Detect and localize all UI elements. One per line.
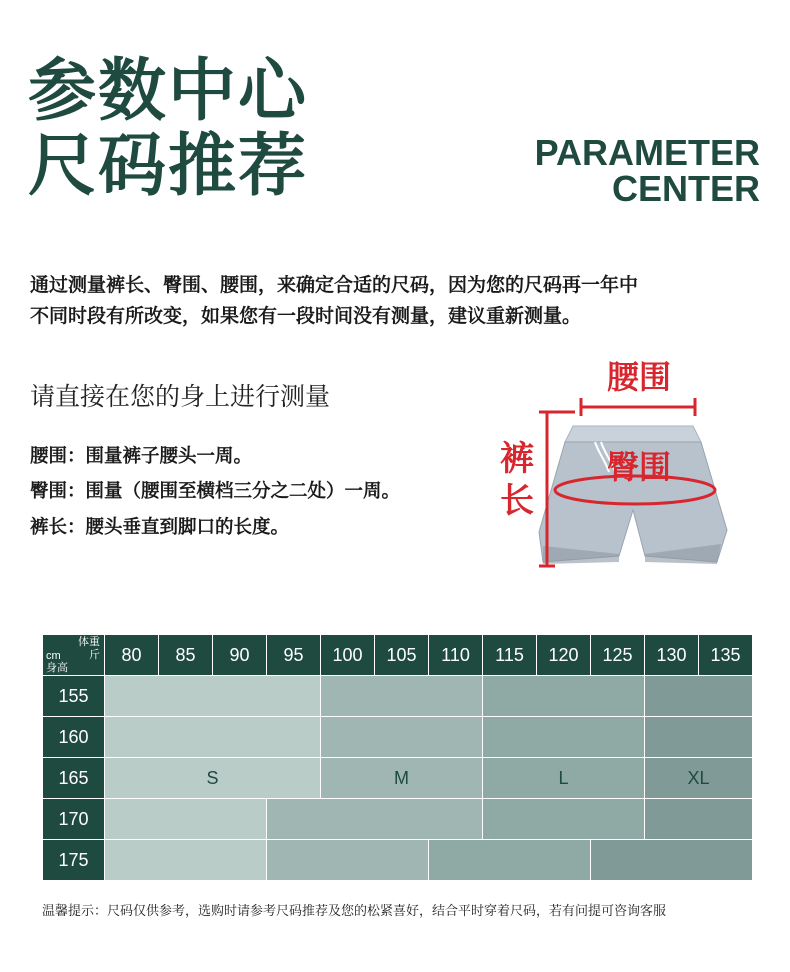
weight-unit: 斤 [89, 649, 100, 661]
size-label-l: L [483, 758, 645, 799]
weight-cell: 135 [699, 635, 753, 676]
size-cell-l [483, 676, 645, 717]
hip-label: 臀围 [606, 448, 672, 486]
size-cell-m [321, 717, 483, 758]
weight-cell: 100 [321, 635, 375, 676]
weight-cell: 110 [429, 635, 483, 676]
table-row [43, 758, 753, 799]
weight-cell: 105 [375, 635, 429, 676]
waist-marker [581, 398, 695, 416]
english-title-line-2: CENTER [611, 168, 760, 209]
definition-length: 裤长：腰头垂直到脚口的长度。 [30, 517, 290, 538]
height-cell: 160 [43, 717, 105, 758]
table-row [43, 717, 753, 758]
size-cell-s [105, 717, 321, 758]
definition-waist: 腰围：围量裤子腰头一周。 [30, 446, 253, 467]
english-title-line-1: PARAMETER [534, 132, 760, 173]
size-cell-xl [645, 799, 753, 840]
shorts-measurement-diagram [495, 350, 735, 580]
title-line-2: 尺码推荐 [28, 127, 309, 206]
height-cell: 165 [43, 758, 105, 799]
table-row [43, 840, 753, 881]
weight-header: 体重 [78, 636, 100, 648]
weight-cell: 80 [105, 635, 159, 676]
table-row [43, 676, 753, 717]
size-cell-xl [645, 717, 753, 758]
size-cell-m [267, 840, 429, 881]
weight-cell: 125 [591, 635, 645, 676]
length-label-bottom: 长 [500, 481, 534, 521]
definition-hip: 臀围：围量（腰围至横档三分之二处）一周。 [30, 481, 401, 502]
size-cell-l [429, 840, 591, 881]
size-label-m: M [321, 758, 483, 799]
size-label-xl: XL [645, 758, 753, 799]
height-cell: 170 [43, 799, 105, 840]
waist-label: 腰围 [606, 358, 672, 396]
intro-line-2: 不同时段有所改变，如果您有一段时间没有测量，建议重新测量。 [30, 305, 582, 327]
size-cell-s [105, 799, 267, 840]
weight-cell: 95 [267, 635, 321, 676]
weight-cell: 120 [537, 635, 591, 676]
height-header: 身高 [46, 662, 68, 674]
height-unit: cm [46, 650, 61, 662]
weight-cell: 90 [213, 635, 267, 676]
length-label-top: 裤 [500, 439, 534, 479]
size-chart-table [42, 634, 753, 881]
measure-subtitle: 请直接在您的身上进行测量 [30, 382, 331, 411]
intro-line-1: 通过测量裤长、臀围、腰围，来确定合适的尺码，因为您的尺码再一年中 [30, 274, 639, 296]
size-cell-xl [591, 840, 753, 881]
weight-cell: 130 [645, 635, 699, 676]
title-line-1: 参数中心 [28, 52, 309, 131]
size-cell-m [267, 799, 483, 840]
size-cell-s [105, 676, 321, 717]
weight-cell: 115 [483, 635, 537, 676]
size-cell-l [483, 799, 645, 840]
weight-cell: 85 [159, 635, 213, 676]
table-header-row [43, 635, 753, 676]
shorts-illustration [539, 426, 727, 564]
size-cell-xl [645, 676, 753, 717]
size-label-s: S [105, 758, 321, 799]
tip-note: 温馨提示：尺码仅供参考，选购时请参考尺码推荐及您的松紧喜好，结合平时穿着尺码，若有问提可咨询客服 [42, 904, 667, 919]
height-cell: 155 [43, 676, 105, 717]
size-cell-s [105, 840, 267, 881]
size-cell-l [483, 717, 645, 758]
table-row [43, 799, 753, 840]
height-cell: 175 [43, 840, 105, 881]
size-cell-m [321, 676, 483, 717]
table-corner-cell [43, 635, 105, 676]
